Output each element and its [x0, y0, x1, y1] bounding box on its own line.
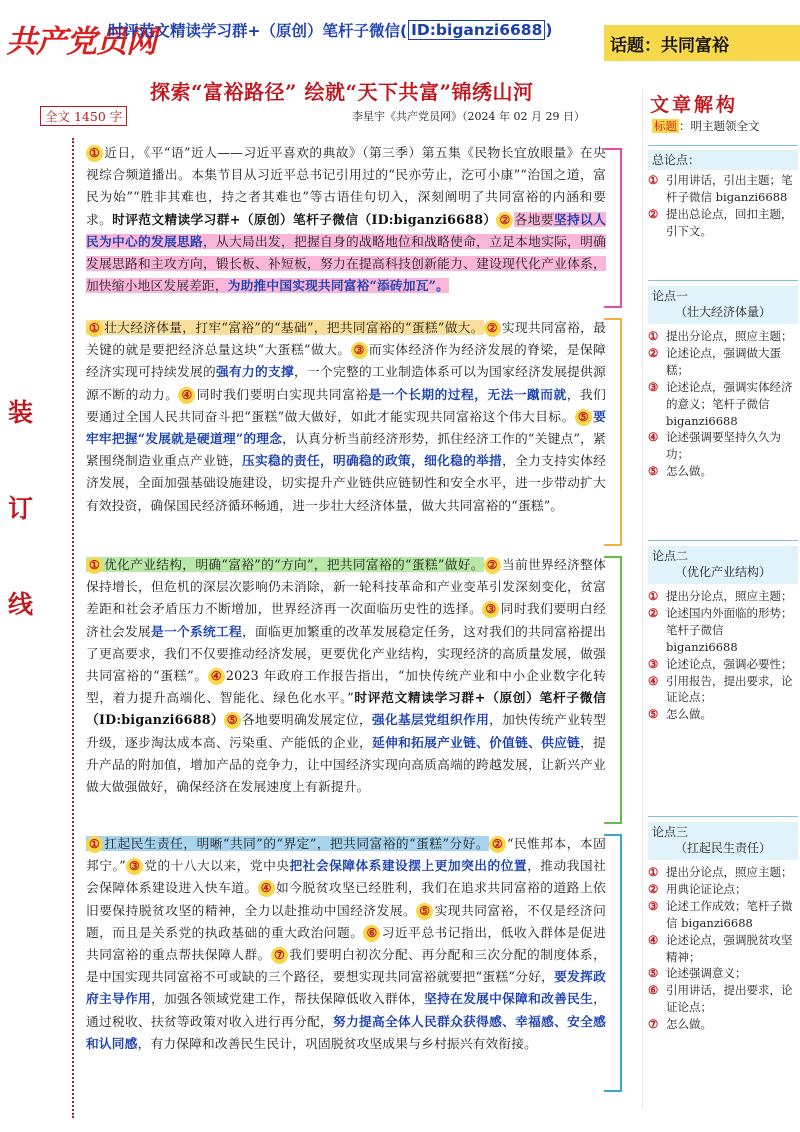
section-heading-point-three [648, 822, 798, 860]
sentence-marker: ④ [208, 668, 225, 685]
item-text: 论述工作成效；笔杆子微信 biganzi6688 [666, 898, 793, 930]
binding-line-label [8, 400, 38, 688]
section-heading-overall [648, 150, 798, 170]
wechat-ad: 时评范文精读学习群+（原创）笔杆子微信（ID:biganzi6688） [86, 690, 606, 728]
header-suffix: ) [545, 21, 553, 39]
text: 习近平总书记指出，低收入群体是促进共同富裕的重点帮扶保障人群。 [86, 924, 606, 963]
item-number: ⑤ [648, 966, 659, 981]
text: 如今脱贫攻坚已经胜利，我们在追求共同富裕的道路上依旧要保持脱贫攻坚的精神，全力以赴推动中国经济发展。 [86, 880, 606, 918]
key-phrase: 强有力的支撑 [216, 364, 295, 380]
item-text: 论述强调意义； [666, 966, 747, 981]
header-prefix: 时评范文精读学习群+（原创）笔杆子微信( [108, 22, 408, 40]
list-item [648, 706, 794, 723]
list-item [648, 328, 794, 345]
section-list-point-two [648, 588, 794, 723]
list-item [648, 588, 794, 605]
item-number: ① [648, 865, 659, 879]
item-text: 提出总论点，回扣主题，引下文。 [666, 206, 793, 238]
section-list-point-three [648, 864, 794, 1033]
item-number: ④ [648, 932, 659, 947]
text: 而实体经济作为经济发展的脊梁，是保障经济实现可持续发展的 [86, 342, 606, 380]
text: 同时我们要明白实现共同富裕 [196, 386, 369, 402]
sentence-marker: ② [484, 557, 501, 574]
text: ，提升产品的附加值，增加产品的竞争力，让中国经济实现向高质高端的跨越发展，让新兴产业做大做强做好，确保经济在发展速度上有新提升。 [86, 734, 606, 795]
sentence-marker: ② [489, 836, 506, 853]
text: 同时我们要明白经济社会发展 [86, 601, 606, 639]
text: 2023 年政府工作报告指出，“加快传统产业和中小企业数字化转型，着力提升高端化、智能化、绿色化水平。” [86, 668, 606, 706]
key-phrase: 强化基层党组织作用 [372, 712, 490, 728]
title-tag: 标题 [654, 119, 677, 133]
list-item [648, 345, 794, 379]
sentence-marker: ⑦ [271, 947, 288, 964]
byline: 李星宇《共产党员网》（2024 年 02 月 29 日） [352, 110, 585, 123]
sentence-marker: ① [86, 836, 103, 853]
binding-char: 订 [8, 494, 34, 523]
paragraph-point-one [86, 317, 606, 517]
text: ，面临更加繁重的改革发展稳定任务，这对我们的共同富裕提出了更高要求，我们不仅要推动经济发展，更要优化产业结构，实现经济的高质量发展，做强共同富裕的“蛋糕”。 [86, 623, 606, 684]
binding-char: 线 [8, 590, 34, 619]
divider [648, 540, 798, 541]
key-phrase: 要牢牢把握“发展就是硬道理”的理念 [86, 408, 607, 447]
sentence-marker: ④ [258, 880, 275, 897]
subtitle-text: ：明主题领全文 [679, 119, 760, 133]
list-item [648, 673, 794, 707]
article-title: 探索“富裕路径” 绘就“天下共富”锦绣山河 [150, 80, 534, 104]
key-phrase: 压实稳的责任，明确稳的政策，细化稳的举措 [242, 453, 503, 469]
item-number: ② [648, 605, 659, 620]
text: ，通过税收、扶贫等政策对收入进行再分配， [86, 991, 607, 1029]
item-number: ① [648, 589, 659, 603]
list-item [648, 1016, 794, 1033]
sentence-marker: ③ [351, 342, 368, 359]
item-number: ② [648, 881, 659, 896]
item-number: ⑥ [648, 983, 659, 998]
list-item [648, 898, 794, 932]
item-number: ④ [648, 430, 659, 445]
section-list-overall [648, 172, 794, 240]
list-item [648, 656, 794, 673]
list-item [648, 463, 794, 480]
section-heading-point-two [648, 546, 798, 584]
bracket-point-three [604, 834, 622, 1092]
point-heading: 壮大经济体量，打牢“富裕”的“基础”，把共同富裕的“蛋糕”做大。 [104, 320, 484, 335]
item-text: 提出分论点，照应主题； [666, 865, 793, 879]
key-phrase: 把社会保障体系建设摆上更加突出的位置 [289, 858, 528, 874]
sentence-marker: ③ [126, 858, 143, 875]
header-wechat-id: ID:biganzi6688 [408, 20, 545, 40]
divider [648, 280, 798, 281]
binding-dotted-line [72, 138, 74, 1118]
item-text: 怎么做。 [666, 464, 712, 479]
item-text: 论述论点，强调实体经济的意义；笔杆子微信 biganzi6688 [666, 379, 793, 428]
logo: 共产党员网 [6, 24, 156, 60]
word-count: 全文 1450 字 [40, 106, 127, 126]
item-number: ① [648, 329, 659, 343]
item-text: 用典论证论点； [666, 881, 747, 896]
text: ，我们要通过全国人民共同奋斗把“蛋糕”做大做好，如此才能实现共同富裕这个伟大目标。 [86, 386, 606, 424]
section-list-point-one [648, 328, 794, 480]
heading-sub: （扛起民生责任） [674, 841, 771, 855]
item-text: 论述论点，强调必要性； [666, 656, 793, 671]
topic-badge: 话题：共同富裕 [604, 25, 800, 61]
text: ，加快传统产业转型升级，逐步淘汰成本高、污染重、产能低的企业， [86, 712, 606, 750]
text: 实现共同富裕，最关键的就是要把经济总量这块“大蛋糕”做大。 [86, 320, 606, 358]
sentence-marker: ⑥ [363, 925, 380, 942]
key-phrase: 是一个长期的过程，无法一蹴而就 [368, 386, 567, 402]
key-phrase: 是一个系统工程 [151, 623, 243, 639]
sentence-marker: ⑤ [416, 903, 433, 920]
list-item [648, 172, 794, 206]
sentence-marker: ⑤ [575, 409, 592, 426]
item-text: 引用讲话，提出要求，论证论点； [666, 983, 793, 1015]
header-banner [108, 10, 608, 50]
item-number: ② [648, 345, 659, 360]
list-item [648, 206, 794, 240]
point-heading: 优化产业结构，明确“富裕”的“方向”，把共同富裕的“蛋糕”做好。 [104, 557, 484, 572]
text: ，有力保障和改善民生民计，巩固脱贫攻坚成果与乡村振兴有效衔接。 [137, 1035, 538, 1051]
text: 实现共同富裕，不仅是经济问题，而且是关系党的执政基础的重大政治问题。 [86, 902, 606, 940]
item-text: 引用报告，提出要求，论证论点； [666, 673, 793, 705]
text: ，加强各领域党建工作，帮扶保障低收入群体， [151, 991, 425, 1007]
key-phrase: 坚持在发展中保障和改善民生 [424, 991, 594, 1007]
item-text: 怎么做。 [666, 1017, 712, 1032]
list-item [648, 605, 794, 656]
text: “民惟邦本，本固邦宁。” [86, 836, 606, 874]
key-phrase: 坚持以人民为中心的发展思路 [86, 211, 606, 249]
heading-text: 论点二 [652, 549, 689, 563]
list-item [648, 864, 794, 881]
text: 各地要明确发展定位， [241, 712, 373, 728]
list-item [648, 965, 794, 982]
list-item [648, 429, 794, 463]
list-item [648, 881, 794, 898]
sentence-marker: ② [496, 212, 513, 229]
sentence-marker: ④ [178, 387, 195, 404]
item-number: ⑦ [648, 1017, 659, 1032]
text: 近日，《平“语”近人——习近平喜欢的典故》（第三季）第五集《民物长宜放眼量》在央视综合频道播出。本集节目从习近平总书记引用过的“民亦劳止，汔可小康”“治国之道，富民为始”“胜非其难也，持之者其难也”等古语佳句切入，深刻阐明了共同富裕的内涵和要求。 [86, 145, 606, 227]
item-text: 论述论点，强调做大蛋糕； [666, 345, 781, 377]
item-text: 引用讲话，引出主题；笔杆子微信 biganzi6688 [666, 173, 793, 204]
heading-text: 论点三 [652, 825, 689, 839]
bracket-intro [604, 148, 622, 308]
list-item [648, 932, 794, 966]
item-text: 怎么做。 [666, 707, 712, 722]
sentence-marker: ① [86, 557, 103, 574]
divider [648, 145, 798, 146]
item-text: 论述强调要坚持久久为功； [666, 430, 781, 462]
sentence-marker: ② [484, 320, 501, 337]
text: ，全力支持实体经济发展，全面加强基础设施建设，切实提升产业链供应链韧性和安全水平，进一步带动扩大有效投资，确保国民经济循环畅通，进一步壮大经济体量，做大共同富裕的“蛋糕”。 [86, 453, 606, 513]
heading-sub: （壮大经济体量） [674, 305, 771, 319]
sentence-marker: ③ [482, 601, 499, 618]
bracket-point-one [604, 318, 622, 546]
key-phrase: 为助推中国实现共同富裕“添砖加瓦”。 [227, 278, 449, 294]
paragraph-point-two [86, 554, 606, 798]
item-text: 论述论点，强调脱贫攻坚精神； [666, 932, 793, 964]
item-text: 提出分论点，照应主题； [666, 589, 793, 603]
item-number: ⑤ [648, 707, 659, 722]
section-heading-point-one [648, 286, 798, 324]
item-text: 提出分论点，照应主题； [666, 329, 793, 343]
item-number: ⑤ [648, 464, 659, 479]
binding-char: 装 [8, 398, 34, 427]
heading-text: 总论点： [652, 153, 701, 167]
text: ，从大局出发，把握自身的战略地位和战略使命，立足本地实际，明确发展思路和主攻方向，锻长板、补短板，努力在提高科技创新能力、建设现代化产业体系，加快缩小地区发展差距， [86, 233, 606, 294]
text: ，一个完整的工业制造体系可以为国家经济发展提供源源不断的动力。 [86, 364, 606, 402]
item-text: 论述国内外面临的形势；笔杆子微信 biganzi6688 [666, 605, 793, 654]
key-phrase: 努力提高全体人民群众获得感、幸福感、安全感和认同感 [86, 1013, 606, 1051]
key-phrase: 延伸和拓展产业链、价值链、供应链 [372, 734, 581, 750]
sentence-marker: ① [86, 320, 103, 337]
item-number: ② [648, 206, 659, 221]
list-item [648, 982, 794, 1016]
divider [648, 816, 798, 817]
key-phrase: 要发挥政府主导作用 [86, 969, 606, 1007]
heading-sub: （优化产业结构） [674, 565, 771, 579]
paragraph-point-three [86, 833, 606, 1055]
sidebar-title: 文章解构 [650, 94, 739, 116]
sentence-marker: ⑤ [224, 712, 241, 729]
item-number: ③ [648, 898, 659, 913]
text: 当前世界经济整体保持增长，但危机的深层次影响仍未消除，新一轮科技革命和产业变革引发深刻变化，贫富差距和社会矛盾压力不断增加，世界经济再一次面临历史性的选择。 [86, 557, 606, 617]
heading-text: 论点一 [652, 289, 689, 303]
item-number: ① [648, 173, 659, 187]
text: ，认真分析当前经济形势，抓住经济工作的“关键点”，紧紧围绕制造业重点产业链， [86, 431, 607, 469]
item-number: ④ [648, 673, 659, 688]
item-number: ③ [648, 656, 659, 671]
text: 我们要明白初次分配、再分配和三次分配的制度体系，是中国实现共同富裕不可或缺的三个路径，要想实现共同富裕就要把“蛋糕”分好， [86, 947, 606, 985]
paragraph-intro [86, 142, 606, 297]
item-number: ③ [648, 379, 659, 394]
text: 各地要 [514, 211, 554, 227]
sentence-marker: ① [86, 145, 103, 162]
sidebar-subtitle [652, 118, 760, 134]
wechat-ad: 时评范文精读学习群+（原创）笔杆子微信（ID:biganzi6688） [112, 211, 497, 227]
list-item [648, 379, 794, 430]
point-heading: 扛起民生责任，明晰“共同”的“界定”，把共同富裕的“蛋糕”分好。 [104, 836, 490, 851]
text: 党的十八大以来，党中央 [143, 858, 290, 874]
bracket-point-two [604, 556, 622, 824]
text: ，推动我国社会保障体系建设进入快车道。 [86, 858, 607, 896]
